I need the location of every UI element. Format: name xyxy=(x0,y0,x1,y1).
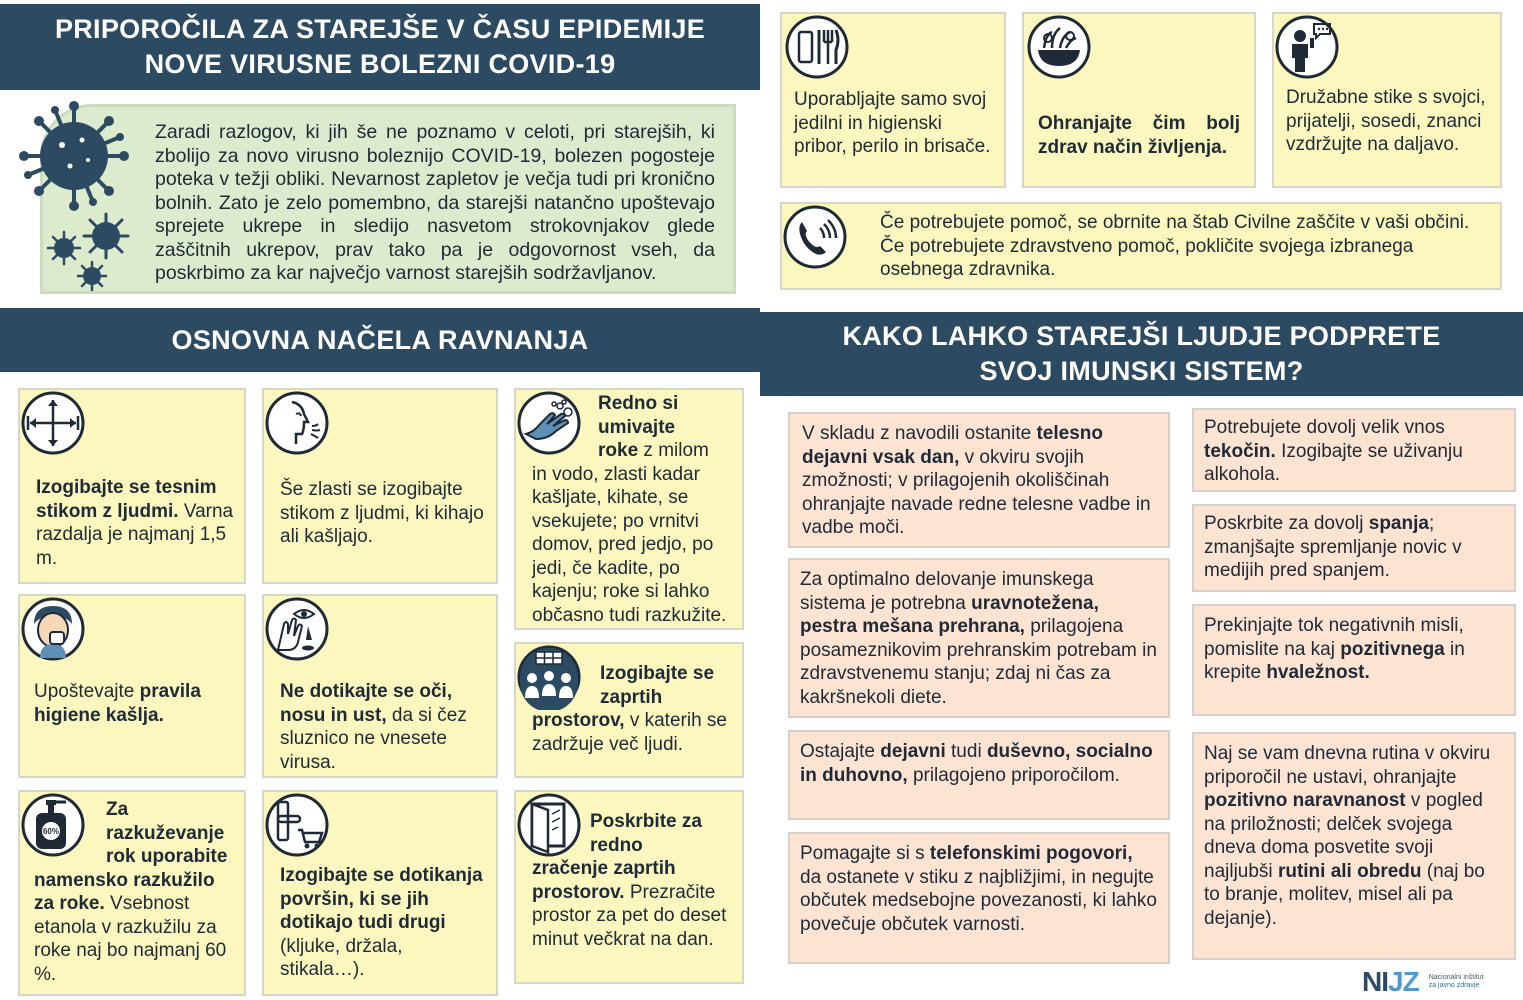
card-sanitizer-bold2: razkuževanje xyxy=(106,822,225,844)
diet-text1: Za optimalno delovanje imunskega sistema je potrebna xyxy=(800,569,1094,614)
card-daily-routine xyxy=(1192,732,1516,960)
phone-bold1: telefonskimi pogovori, xyxy=(929,843,1133,864)
window-icon xyxy=(516,792,582,858)
card-airing-text: Prezračite prostor za pet do deset minut večkrat na dan. xyxy=(532,881,727,950)
distance-arrows-icon xyxy=(20,390,86,456)
card-sanitizer-bold3: rok uporabite xyxy=(106,846,228,867)
card-sanitizer-text: Vsebnost etanola v razkužilu za roke naj bo najmanj 60 %. xyxy=(34,893,227,985)
diet-text2: prilagojena posameznikovim prehranskim potrebam in zdravstvenemu stanju; zdaj ni čas za kakršnekoli diete. xyxy=(800,616,1157,708)
routine-bold2: rutini ali obredu xyxy=(1277,860,1422,882)
card-social-distance-text: Družabne stike s svojci, prijatelji, sosedi, znanci vzdržujte na daljavo. xyxy=(1286,87,1486,155)
diet-bold1: uravnotežena, pestra mešana prehrana, xyxy=(800,592,1099,637)
card-no-surface-touch-bold: Izogibajte se dotikanja površin, ki se jih dotikajo tudi drugi xyxy=(280,865,483,933)
phone-person-icon xyxy=(1274,14,1340,80)
logo-line1: Nacionalni inštitut xyxy=(1428,974,1484,981)
thoughts-bold1: pozitivnega xyxy=(1340,638,1445,660)
main-title-line1: PRIPOROČILA ZA STAREJŠE V ČASU EPIDEMIJE xyxy=(54,14,706,44)
card-sleep xyxy=(1192,504,1516,592)
card-help-contacts xyxy=(780,202,1502,290)
card-healthy-life-text: Ohranjajte čim bolj zdrav način življenja. xyxy=(1038,113,1240,158)
fluids-text2: Izogibajte se uživanju alkohola. xyxy=(1204,440,1463,485)
card-closed-bold2: zaprtih xyxy=(600,686,663,708)
routine-text3: (naj bo to branje, molitev, misel ali pa dejanje). xyxy=(1204,860,1485,929)
mental-bold1: dejavni xyxy=(880,741,946,762)
logo-mark-ni: NI xyxy=(1362,966,1388,997)
section-principles-banner xyxy=(0,308,760,372)
card-no-surface-touch-text: (kljuke, držala, stikala…). xyxy=(280,935,403,980)
card-airing-bold2: redno xyxy=(590,834,643,856)
eye-hand-icon xyxy=(264,596,330,662)
thoughts-text2: in krepite xyxy=(1204,638,1465,683)
sanitizer-bottle-icon xyxy=(20,792,86,858)
card-no-face-touch-bold: Ne dotikajte se oči, nosu in ust, xyxy=(280,681,453,726)
fluids-bold1: tekočin. xyxy=(1204,440,1276,462)
card-no-face-touch-text: da si čez sluznico ne vnesete virusa. xyxy=(280,704,467,773)
card-fluids xyxy=(1192,408,1516,492)
logo-line2: za javno zdravje xyxy=(1428,982,1480,989)
phone-call-icon xyxy=(782,204,848,270)
card-help-text: Če potrebujete pomoč, se obrnite na štab Civilne zaščite v vaši občini. Če potrebujete zdravstveno pomoč, pokličite svojega izbranega osebnega zdravnika. xyxy=(880,212,1470,280)
activity-text2: v okviru svojih zmožnosti; v prilagojenih okoliščinah ohranjajte navade redne telesne vadbe in vadbe moči. xyxy=(802,446,1151,538)
thoughts-text1: Prekinjajte tok negativnih misli, pomislite na kaj xyxy=(1204,615,1464,660)
card-cough-bold: pravila higiene kašlja. xyxy=(34,681,201,726)
card-handwash-text1: z milom xyxy=(643,440,709,461)
card-handwash-text2: in vodo, zlasti kadar kašljate, kihate, se vsekujete; po vrnitvi domov, pred jedjo, po jedi, če kadite, po kajenju; roke si lahko občasno tudi razkužite. xyxy=(532,463,727,626)
virus-illustration xyxy=(10,100,150,300)
card-handwash-bold3: roke xyxy=(598,440,639,461)
crowd-room-icon xyxy=(516,644,582,710)
section-principles-title: OSNOVNA NAČELA RAVNANJA xyxy=(171,324,589,355)
phone-text1: Pomagajte si s xyxy=(800,843,925,864)
section-immune-banner xyxy=(760,312,1523,396)
card-closed-bold3: prostorov, xyxy=(532,710,625,731)
section-immune-line1: KAKO LAHKO STAREJŠI LJUDJE PODPRETE xyxy=(842,321,1441,351)
card-positive-thoughts xyxy=(1192,604,1516,716)
card-closed-bold1: Izogibajte se xyxy=(600,663,715,684)
card-handwash-bold2: umivajte xyxy=(598,416,676,438)
handwash-icon xyxy=(516,390,582,456)
sleep-text1: Poskrbite za dovolj xyxy=(1204,513,1364,534)
section-immune-line2: SVOJ IMUNSKI SISTEM? xyxy=(979,356,1304,386)
card-balanced-diet xyxy=(788,558,1170,718)
nijz-logo xyxy=(1362,966,1484,998)
card-physical-activity xyxy=(788,412,1170,548)
card-airing-bold1: Poskrbite za xyxy=(590,811,702,832)
utensils-icon xyxy=(784,14,850,80)
card-distance-bold: Izogibajte se tesnim stikom z ljudmi. xyxy=(36,477,217,522)
intro-text: Zaradi razlogov, ki jih še ne poznamo v celoti, pri starejših, ki zbolijo za novo virusno boleznijo COVID-19, bolezen pogosteje poteka v težji obliki. Nevarnost zapletov je večja tudi pri kronično bolnih. Zato je zelo pomembno, da starejši natančno upoštevajo sprejete ukrepe in sledijo nasvetom strokovnjakov glede zaščitnih ukrepov, prav tako pa je odgovornost vseh, da poskrbimo za kar največjo varnost starejših sodržavljanov. xyxy=(155,121,715,284)
card-sanitizer-bold1: Za xyxy=(106,799,129,820)
sanitizer-percent-label: 60% xyxy=(42,827,60,836)
thoughts-bold2: hvaležnost. xyxy=(1266,662,1370,683)
card-avoid-coughers-text: Še zlasti se izogibajte stikom z ljudmi, ki kihajo ali kašljajo. xyxy=(280,479,484,547)
card-own-utensils-text: Uporabljajte samo svoj jedilni in higienski pribor, perilo in brisače. xyxy=(794,89,991,157)
activity-bold1: telesno dejavni vsak dan, xyxy=(802,423,1103,468)
routine-text2: v pogled na priložnosti; delček svojega dneva doma posvetite svoji najljubši xyxy=(1204,790,1483,882)
mental-bold2: duševno, socialno in duhovno, xyxy=(800,741,1153,786)
door-handle-cart-icon xyxy=(264,792,330,858)
routine-text1: Naj se vam dnevna rutina v okviru priporočil ne ustavi, ohranjajte xyxy=(1204,743,1491,788)
card-mental-activity xyxy=(788,730,1170,820)
card-handwash-bold1: Redno si xyxy=(598,393,679,414)
routine-bold1: pozitivno naravnanost xyxy=(1204,790,1406,811)
mental-text1: Ostajajte xyxy=(800,741,875,762)
mental-text3: prilagojeno priporočilom. xyxy=(912,764,1120,786)
fluids-text1: Potrebujete dovolj velik vnos xyxy=(1204,417,1445,438)
phone-text2: da ostanete v stiku z najbližjimi, in negujte občutek medsebojne povezanosti, ki lahko povečuje občutek varnosti. xyxy=(800,866,1158,935)
card-distance-text: Varna razdalja je najmanj 1,5 m. xyxy=(36,500,234,569)
card-sanitizer-bold4: namensko razkužilo za roke. xyxy=(34,869,215,914)
sleep-bold1: spanja xyxy=(1368,513,1429,534)
card-cough-text: Upoštevajte xyxy=(34,681,135,702)
logo-mark-jz: JZ xyxy=(1388,966,1419,997)
card-airing-bold3: zračenje zaprtih prostorov. xyxy=(532,858,676,903)
activity-text1: V skladu z navodili ostanite xyxy=(802,423,1032,444)
cough-person-icon xyxy=(20,596,86,662)
sleep-text2: ; zmanjšajte spremljanje novic v medijih pred spanjem. xyxy=(1204,513,1462,581)
main-title-banner xyxy=(0,4,760,90)
sneeze-face-icon xyxy=(264,390,330,456)
mental-text2: tudi xyxy=(951,741,982,762)
main-title-line2: NOVE VIRUSNE BOLEZNI COVID-19 xyxy=(144,49,616,79)
salad-bowl-icon xyxy=(1026,14,1092,80)
card-closed-text: v katerih se zadržuje več ljudi. xyxy=(532,710,727,755)
card-phone-calls xyxy=(788,832,1170,964)
